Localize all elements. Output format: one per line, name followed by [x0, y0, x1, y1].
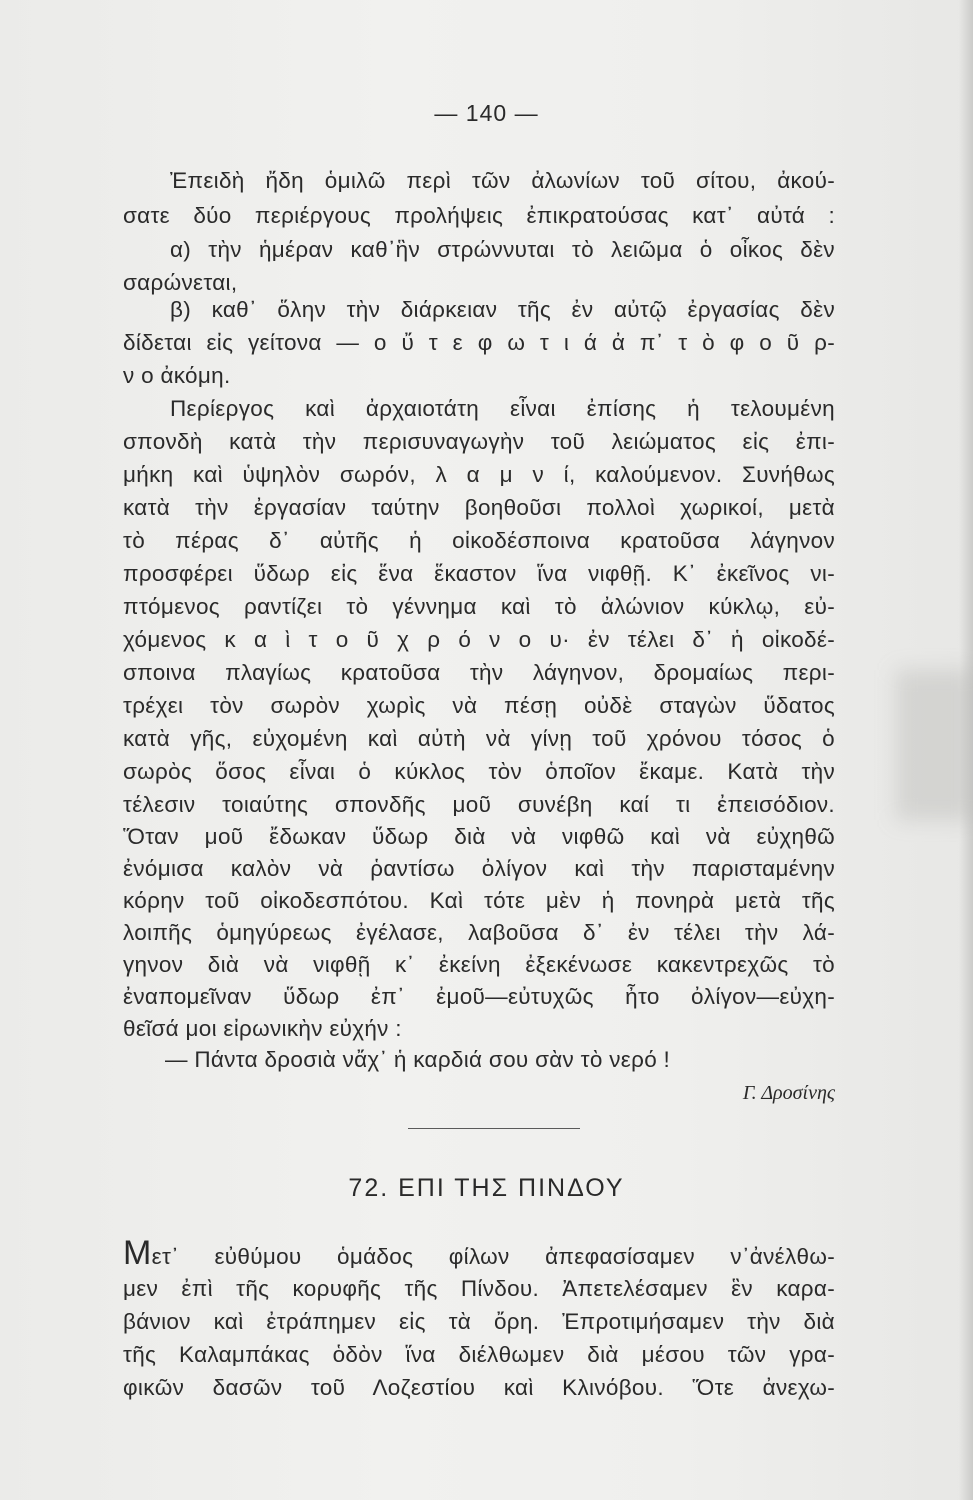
- paragraph2-line: πτόμενος ραντίζει τὸ γέννημα καὶ τὸ ἀλώνιον κύκλῳ, εὐ-: [123, 594, 835, 619]
- page-number: — 140 —: [434, 100, 539, 126]
- paragraph2-line: ἐνόμισα καλὸν νὰ ῥαντίσω ὀλίγον καὶ τὴν παρισταμένην: [123, 856, 835, 881]
- paragraph2-line: θεῖσά μοι εἰρωνικὴν εὐχήν :: [123, 1016, 402, 1041]
- paragraph2-line: τὸ πέρας δ᾽ αὐτῆς ἡ οἰκοδέσποινα κρατοῦσα λάγηνον: [123, 528, 835, 553]
- paragraph1-line: Ἐπειδὴ ἤδη ὁμιλῶ περὶ τῶν ἀλωνίων τοῦ σίτου, ἀκού-: [170, 168, 835, 193]
- paragraph2-line: γηνον διὰ νὰ νιφθῇ κ᾽ ἐκείνη ἐξεκένωσε κακεντρεχῶς τὸ: [123, 952, 835, 977]
- paragraph2-line: ἐναπομεῖναν ὕδωρ ἐπ᾽ ἐμοῦ—εὐτυχῶς ἦτο ὀλίγον—εὐχη-: [123, 984, 835, 1009]
- paragraph2-line: σποινα πλαγίως κρατοῦσα τὴν λάγηνον, δρομαίως περι-: [123, 660, 835, 685]
- paragraph2-line: σπονδὴ κατὰ τὴν περισυναγωγὴν τοῦ λειώματος εἰς ἐπι-: [123, 429, 835, 454]
- paragraph1-line: σατε δύο περιέργους προλήψεις ἐπικρατούσας κατ᾽ αὐτά :: [123, 203, 835, 228]
- paragraph1-line: ν ο ἀκόμη.: [123, 363, 231, 388]
- paragraph2-line: Περίεργος καὶ ἀρχαιοτάτη εἶναι ἐπίσης ἡ τελουμένη: [170, 396, 835, 421]
- section-heading: 72. ΕΠΙ ΤΗΣ ΠΙΝΔΟΥ: [348, 1174, 625, 1202]
- paragraph2-line: λοιπῆς ὁμηγύρεως ἐγέλασε, λαβοῦσα δ᾽ ἐν τέλει τὴν λά-: [123, 920, 835, 945]
- paragraph3-line: μεν ἐπὶ τῆς κορυφῆς τῆς Πίνδου. Ἀπετελέσαμεν ἓν καρα-: [123, 1276, 835, 1301]
- paragraph2-line: χόμενος κ α ὶ τ ο ῦ χ ρ ό ν ο υ· ἐν τέλει δ᾽ ἡ οἰκοδέ-: [123, 627, 835, 652]
- paragraph2-line: τρέχει τὸν σωρὸν χωρὶς νὰ πέσῃ οὐδὲ σταγὼν ὕδατος: [123, 693, 835, 718]
- paragraph1-line: α) τὴν ἡμέραν καθ᾽ἣν στρώννυται τὸ λειῶμα ὁ οἶκος δὲν: [170, 237, 835, 262]
- paragraph2-line: Ὅταν μοῦ ἔδωκαν ὕδωρ διὰ νὰ νιφθῶ καὶ νὰ εὐχηθῶ: [123, 824, 835, 849]
- paragraph2-line: κατὰ γῆς, εὐχομένη καὶ αὐτὴ νὰ γίνῃ τοῦ χρόνου τόσος ὁ: [123, 726, 835, 751]
- paragraph2-line: κόρην τοῦ οἰκοδεσπότου. Καὶ τότε μὲν ἡ πονηρὰ μετὰ τῆς: [123, 888, 835, 913]
- paragraph3-first-line-text: ετ᾽ εὐθύμου ὁμάδος φίλων ἀπεφασίσαμεν ν᾽ἀνέλθω-: [151, 1244, 835, 1269]
- paragraph2-line: προσφέρει ὕδωρ εἰς ἕνα ἕκαστον ἵνα νιφθῇ. Κ᾽ ἐκεῖνος νι-: [123, 561, 835, 586]
- paragraph2-line: μήκη καὶ ὑψηλὸν σωρόν, λ α μ ν ί, καλούμενον. Συνήθως: [123, 462, 835, 487]
- paragraph1-line: σαρώνεται,: [123, 270, 238, 295]
- paragraph3-line: βάνιον καὶ ἐτράπημεν εἰς τὰ ὄρη. Ἐπροτιμήσαμεν τὴν διὰ: [123, 1309, 835, 1334]
- paragraph2-line: τέλεσιν τοιαύτης σπονδῆς μοῦ συνέβη καί τι ἐπεισόδιον.: [123, 792, 835, 817]
- closing-quote: — Πάντα δροσιὰ νἄχ᾽ ἡ καρδιά σου σὰν τὸ νερό !: [165, 1047, 671, 1072]
- paragraph3-line: φικῶν δασῶν τοῦ Λοζεστίου καὶ Κλινόβου. Ὅτε ἀνεχω-: [123, 1375, 835, 1400]
- section-divider: [408, 1128, 580, 1129]
- paragraph3-line: τῆς Καλαμπάκας ὁδὸν ἵνα διέλθωμεν διὰ μέσου τῶν γρα-: [123, 1342, 835, 1367]
- paragraph3-first-line: [123, 1236, 835, 1270]
- paragraph1-line: β) καθ᾽ ὅλην τὴν διάρκειαν τῆς ἐν αὐτῷ ἐργασίας δὲν: [170, 297, 835, 322]
- paragraph1-line: δίδεται εἰς γείτονα — ο ὔ τ ε φ ω τ ι ά ἀ π᾽ τ ὸ φ ο ῦ ρ-: [123, 330, 835, 355]
- scan-smudge: [896, 670, 973, 820]
- author-signature: Γ. Δροσίνης: [742, 1082, 835, 1104]
- drop-cap: Μ: [123, 1234, 152, 1272]
- paragraph2-line: σωρὸς ὅσος εἶναι ὁ κύκλος τὸν ὁποῖον ἔκαμε. Κατὰ τὴν: [123, 759, 835, 784]
- paragraph2-line: κατὰ τὴν ἐργασίαν ταύτην βοηθοῦσι πολλοὶ χωρικοί, μετὰ: [123, 495, 835, 520]
